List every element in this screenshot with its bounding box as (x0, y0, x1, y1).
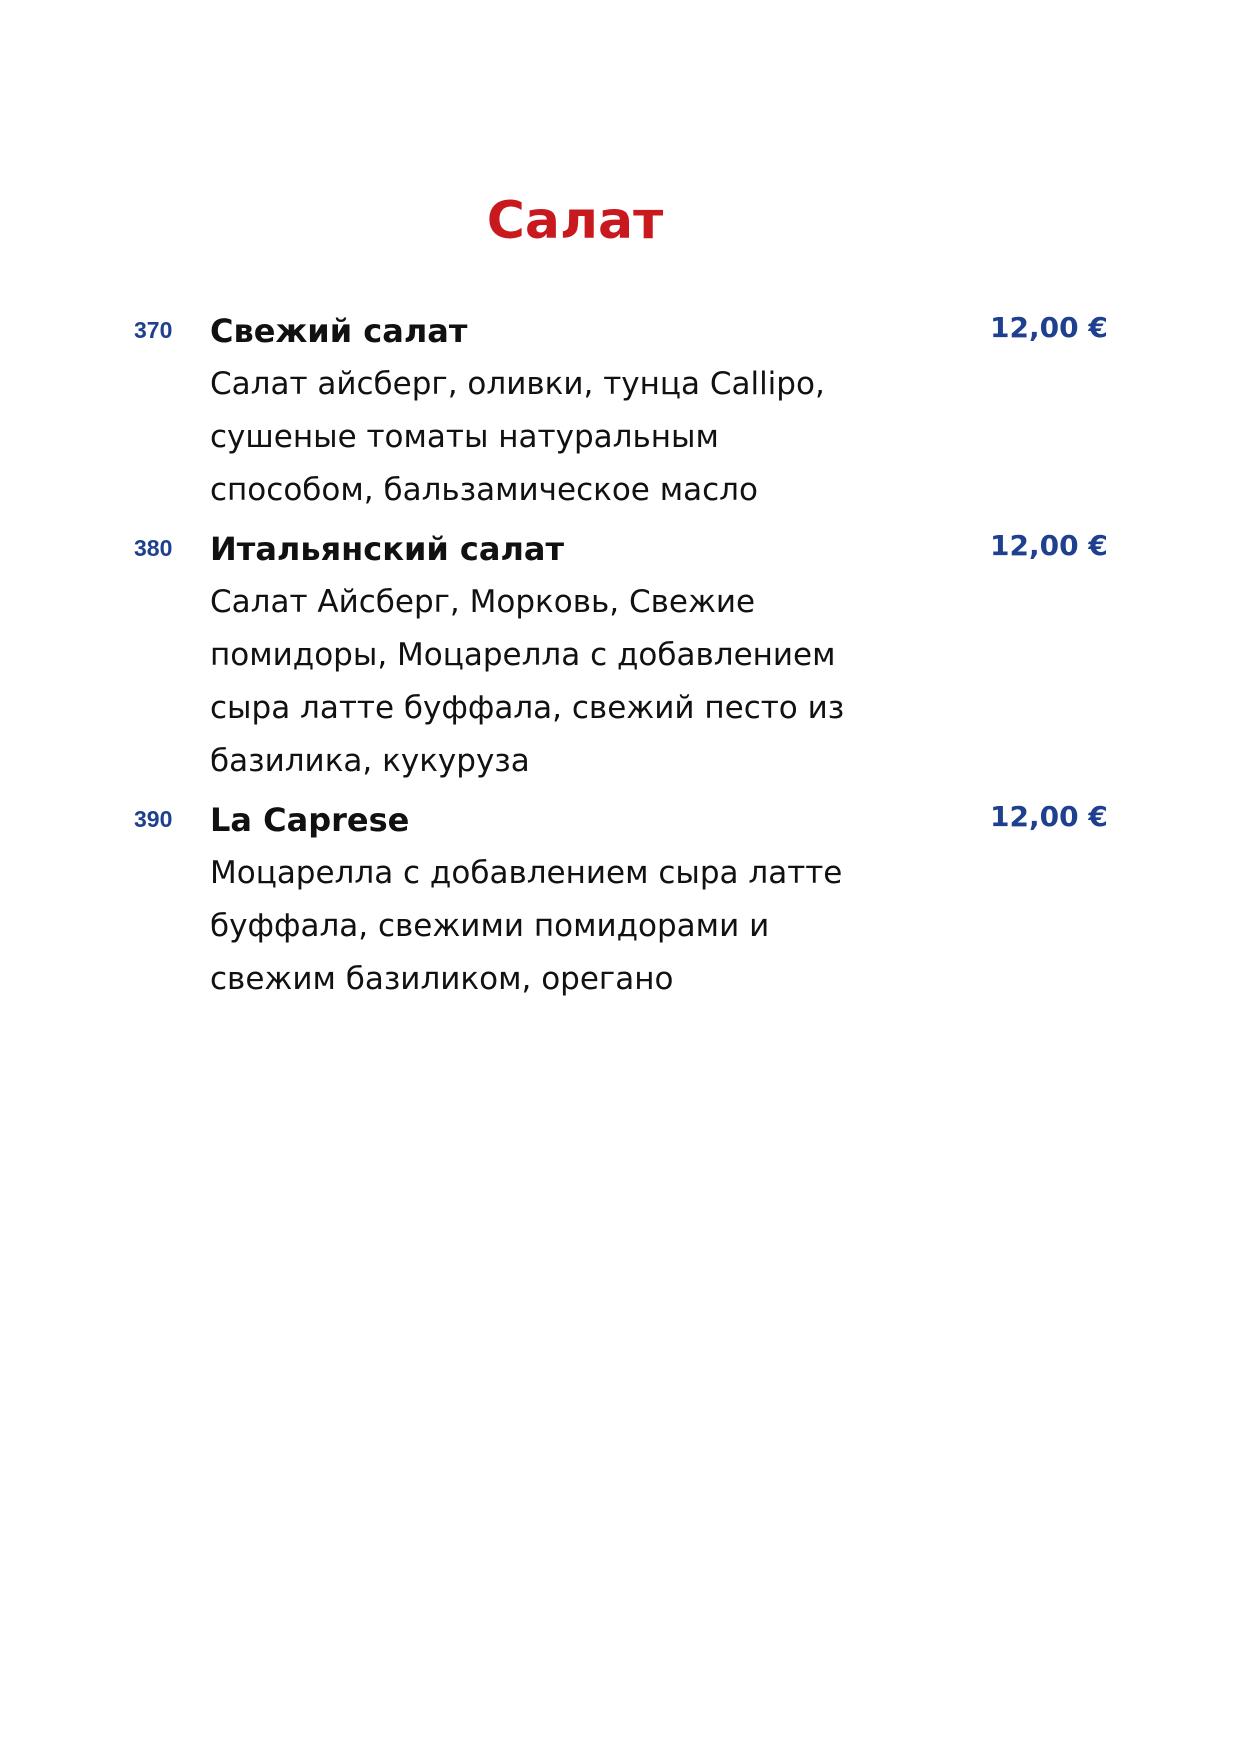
item-code: 370 (134, 317, 173, 343)
menu-list (0, 305, 1241, 1012)
item-price: 12,00 € (990, 529, 1108, 562)
item-name: Итальянский салат (210, 530, 565, 568)
item-description: Салат айсберг, оливки, тунца Callipo, сушеные томаты натуральным способом, бальзамическое масло (210, 366, 825, 508)
menu-item-370 (0, 305, 1241, 517)
item-code: 380 (134, 535, 173, 561)
item-name: La Caprese (210, 801, 410, 839)
item-name: Свежий салат (210, 312, 468, 350)
item-text (210, 794, 930, 1006)
item-price: 12,00 € (990, 800, 1108, 833)
item-code: 390 (134, 806, 173, 832)
item-price: 12,00 € (990, 311, 1108, 344)
menu-item-390 (0, 794, 1241, 1006)
item-text (210, 305, 930, 517)
item-description: Моцарелла с добавлением сыра латте буффала, свежими помидорами и свежим базиликом, орегано (210, 855, 843, 997)
item-description: Салат Айсберг, Морковь, Свежие помидоры, Моцарелла с добавлением сыра латте буффала, свежий песто из базилика, кукуруза (210, 584, 845, 779)
page-title: Салат (486, 190, 664, 251)
item-text (210, 523, 930, 788)
menu-item-380 (0, 523, 1241, 788)
